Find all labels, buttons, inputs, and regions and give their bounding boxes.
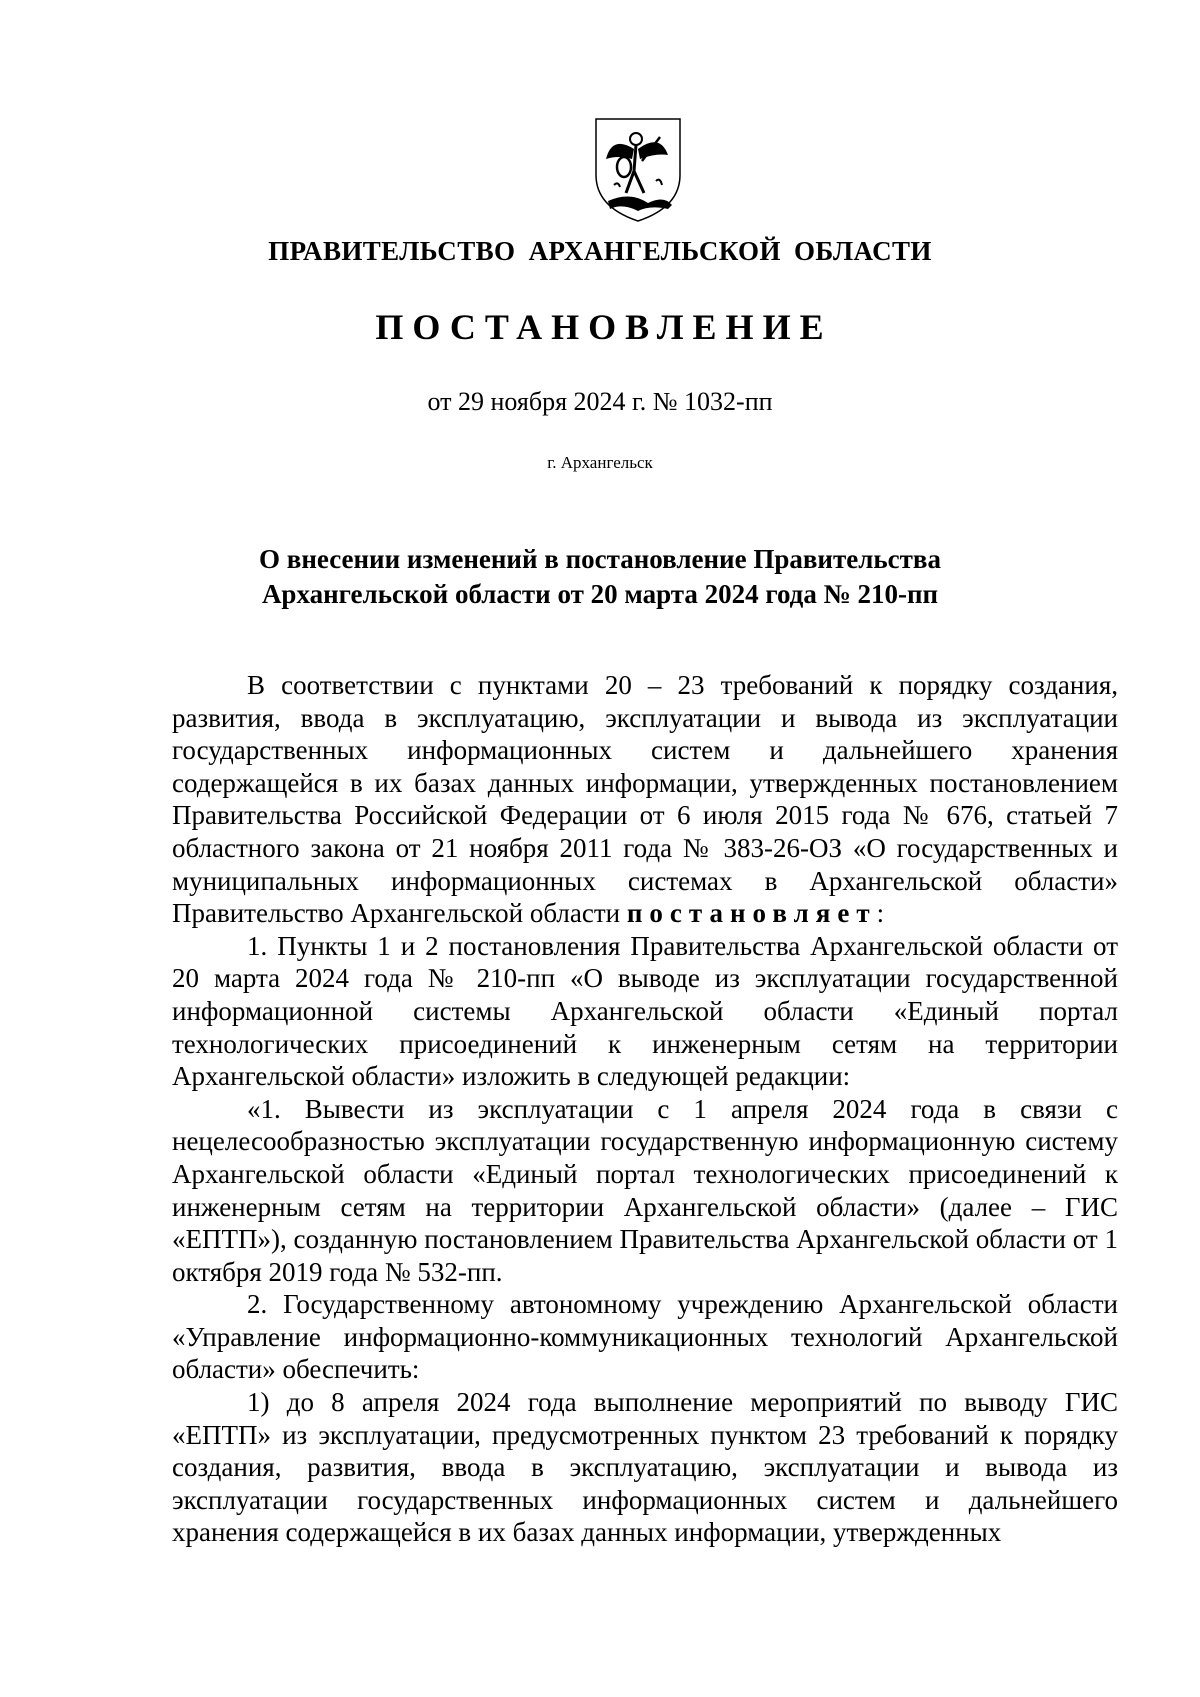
document-city: г. Архангельск: [547, 453, 653, 472]
decree-colon: :: [876, 898, 885, 929]
document-body: [172, 669, 1118, 1549]
document-title: [0, 542, 1200, 612]
organization-name: ПРАВИТЕЛЬСТВО АРХАНГЕЛЬСКОЙ ОБЛАСТИ: [268, 236, 932, 266]
preamble-text: В соответствии с пунктами 20 – 23 требований к порядку создания, развития, ввода в эксплуатацию, эксплуатации и вывода из эксплуатации государственных информационных систем и дальнейшего хранения содержащейся в их базах данных информации, утвержденных постановлением Правительства Российской Федерации от 6 июля 2015 года № 676, статьей 7 областного закона от 21 ноября 2011 года № 383-26-ОЗ «О государственных и муниципальных информационных системах в Архангельской области» Правительство Архангельской области: [172, 670, 1118, 929]
quoted-item-2-paragraph: 2. Государственному автономному учреждению Архангельской области «Управление информационно-коммуникационных технологий Архангельской области» обеспечить:: [172, 1289, 1118, 1385]
preamble-paragraph: [172, 669, 1118, 930]
item-1-paragraph: 1. Пункты 1 и 2 постановления Правительства Архангельской области от 20 марта 2024 года № 210-пп «О выводе из эксплуатации государственной информационной системы Архангельской области «Единый портал технологических присоединений к инженерным сетям на территории Архангельской области» изложить в следующей редакции:: [172, 930, 1118, 1092]
decree-word: постановляет: [626, 898, 877, 929]
document-type: ПОСТАНОВЛЕНИЕ: [375, 307, 833, 347]
coat-of-arms-icon: [590, 115, 686, 225]
quoted-item-1-paragraph: «1. Вывести из эксплуатации с 1 апреля 2024 года в связи с нецелесообразностью эксплуатации государственную информационную систему Архангельской области «Единый портал технологических присоединений к инженерным сетям на территории Архангельской области» (далее – ГИС «ЕПТП»), созданную постановлением Правительства Архангельской области от 1 октября 2019 года № 532-пп.: [172, 1093, 1118, 1287]
document-date-number: от 29 ноября 2024 г. № 1032-пп: [427, 387, 773, 416]
subitem-1-paragraph: 1) до 8 апреля 2024 года выполнение мероприятий по выводу ГИС «ЕПТП» из эксплуатации, предусмотренных пунктом 23 требований к порядку создания, развития, ввода в эксплуатацию, эксплуатации и вывода из эксплуатации государственных информационных систем и дальнейшего хранения содержащейся в их базах данных информации, утвержденных: [172, 1387, 1118, 1548]
document-title-line-1: О внесении изменений в постановление Правительства: [259, 544, 941, 574]
document-title-line-2: Архангельской области от 20 марта 2024 года № 210-пп: [261, 579, 939, 609]
